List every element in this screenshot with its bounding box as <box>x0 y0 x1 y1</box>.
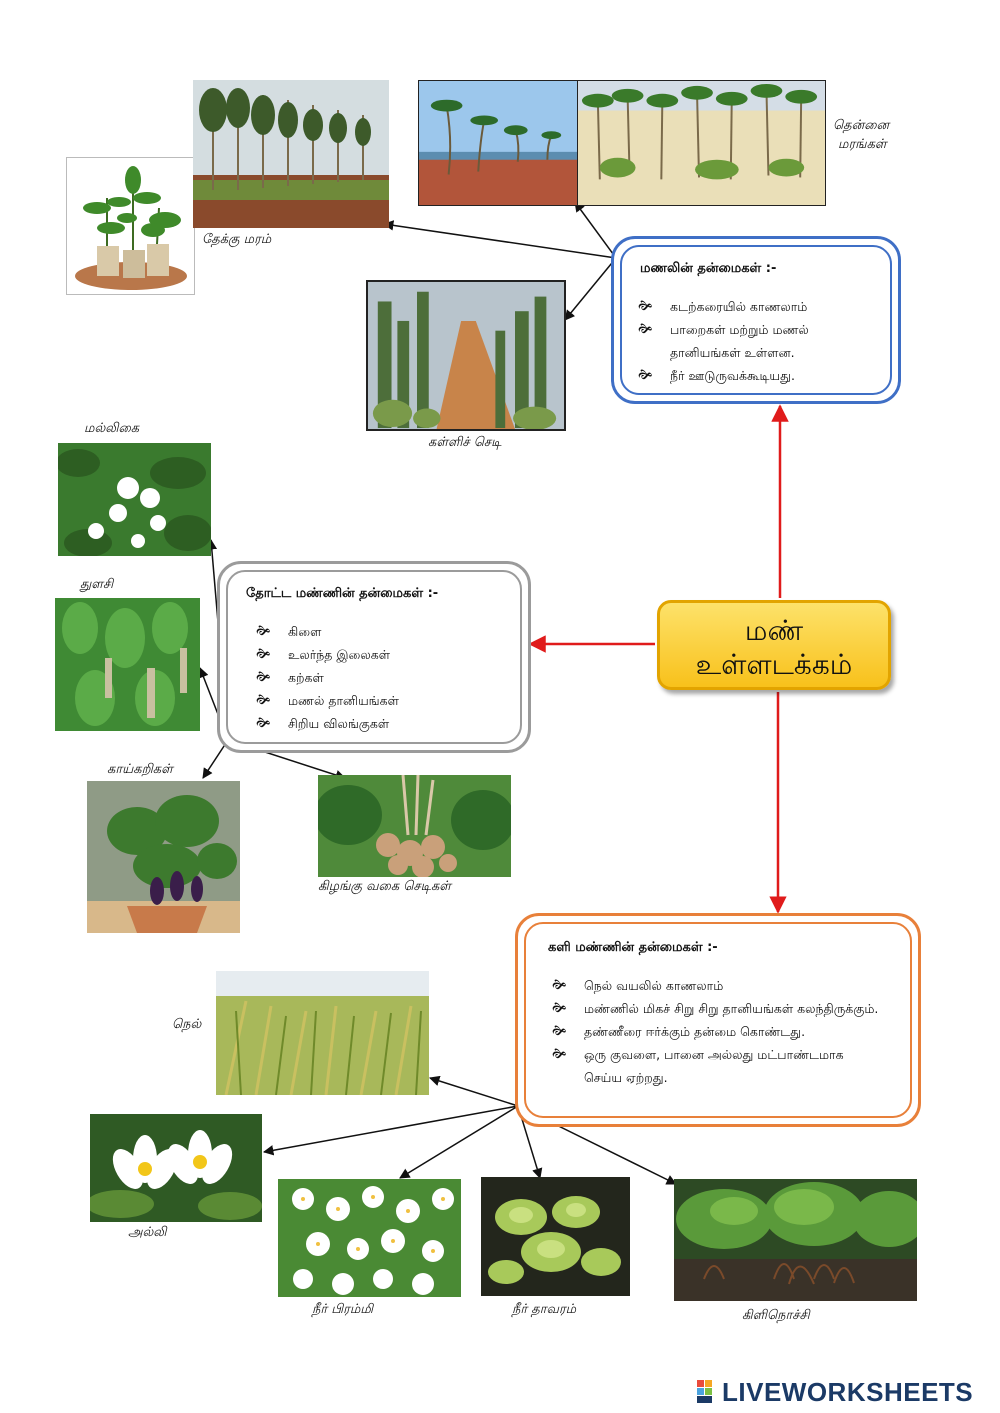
center-title-line1: மண் <box>744 614 804 647</box>
center-title-line2: உள்ளடக்கம் <box>695 648 853 681</box>
arrow-sand-to-coconut <box>575 202 616 258</box>
bullet-icon: 🙞 <box>256 670 271 685</box>
caption-tuber: கிழங்கு வகை செடிகள் <box>318 879 452 894</box>
bullet-icon: 🙞 <box>552 1001 567 1016</box>
list-item: 🙞 மண்ணில் மிகச் சிறு சிறு தானியங்கள் கலந்திருக்கும். <box>552 997 882 1020</box>
list-item: 🙞 கிளை <box>256 620 506 643</box>
mangrove-photo <box>674 1179 917 1301</box>
arrow-clay-to-paddy <box>430 1078 518 1106</box>
tuber-plant-photo <box>318 775 511 877</box>
caption-coconut-line1: தென்னை <box>833 118 890 133</box>
caption-cactus: கள்ளிச் செடி <box>428 435 502 450</box>
list-item: 🙞 கற்கள் <box>256 666 506 689</box>
list-item: 🙞 ஒரு குவளை, பானை அல்லது மட்பாண்டமாக செய்ய ஏற்றது. <box>552 1043 882 1089</box>
list-item: 🙞 தண்ணீரை ஈர்க்கும் தன்மை கொண்டது. <box>552 1020 882 1043</box>
teak-plantation-photo <box>193 80 389 228</box>
list-item: 🙞 உலர்ந்த இலைகள் <box>256 643 506 666</box>
caption-coconut-line2: மரங்கள் <box>838 137 887 152</box>
water-lettuce-photo <box>481 1177 630 1296</box>
bullet-icon: 🙞 <box>256 716 271 731</box>
bullet-icon: 🙞 <box>552 1047 567 1062</box>
caption-jasmine: மல்லிகை <box>84 421 140 436</box>
list-item: 🙞 கடற்கரையில் காணலாம் <box>638 295 868 318</box>
clay-box-list <box>552 974 882 1089</box>
jasmine-photo <box>58 443 211 556</box>
bullet-icon: 🙞 <box>638 322 653 337</box>
caption-tulsi: துளசி <box>80 577 114 592</box>
bullet-icon: 🙞 <box>638 299 653 314</box>
caption-vegetables: காய்கறிகள் <box>107 762 173 777</box>
list-item: 🙞 நெல் வயலில் காணலாம் <box>552 974 882 997</box>
caption-paddy: நெல் <box>172 1017 202 1032</box>
soil-content-center-node <box>657 600 891 690</box>
bullet-icon: 🙞 <box>638 368 653 383</box>
list-item: 🙞 சிறிய விலங்குகள் <box>256 712 506 735</box>
caption-water-plant: நீர் தாவரம் <box>512 1302 577 1317</box>
list-item: 🙞 பாறைகள் மற்றும் மணல் தானியங்கள் உள்ளன. <box>638 318 868 364</box>
garden-soil-box <box>217 561 531 753</box>
clay-soil-box <box>515 913 921 1127</box>
bullet-icon: 🙞 <box>552 978 567 993</box>
arrow-sand-to-teak <box>384 224 616 258</box>
arrow-sand-to-cactus <box>565 258 616 320</box>
sand-box-list <box>638 295 868 387</box>
paddy-field-photo <box>216 971 429 1095</box>
sand-properties-box <box>611 236 901 404</box>
cactus-garden-photo <box>366 280 566 431</box>
clay-box-title: களி மண்ணின் தன்மைகள் :- <box>548 940 718 955</box>
list-item: 🙞 நீர் ஊடுருவக்கூடியது. <box>638 364 868 387</box>
sand-box-title: மணலின் தன்மைகள் :- <box>640 261 777 276</box>
garden-box-title: தோட்ட மண்ணின் தன்மைகள் :- <box>246 586 439 601</box>
caption-brahmi: நீர் பிரம்மி <box>312 1302 374 1317</box>
water-lily-photo <box>90 1114 262 1222</box>
bullet-icon: 🙞 <box>256 624 271 639</box>
caption-mangrove: கிளிநொச்சி <box>742 1308 810 1323</box>
beach-coconut-photo <box>418 80 578 206</box>
coconut-grove-photo <box>577 80 826 206</box>
bullet-icon: 🙞 <box>256 693 271 708</box>
logo-text: LIVEWORKSHEETS <box>722 1376 974 1407</box>
liveworksheets-logo-icon <box>696 1379 722 1405</box>
bullet-icon: 🙞 <box>256 647 271 662</box>
teak-sapling-photo <box>66 157 195 295</box>
caption-teak: தேக்கு மரம் <box>202 232 272 247</box>
water-hyssop-photo <box>278 1179 461 1297</box>
tulsi-photo <box>55 598 200 731</box>
vegetables-photo <box>87 781 240 933</box>
list-item: 🙞 மணல் தானியங்கள் <box>256 689 506 712</box>
liveworksheets-logo <box>696 1378 973 1406</box>
caption-lily: அல்லி <box>128 1225 167 1240</box>
garden-box-list <box>256 620 506 735</box>
bullet-icon: 🙞 <box>552 1024 567 1039</box>
